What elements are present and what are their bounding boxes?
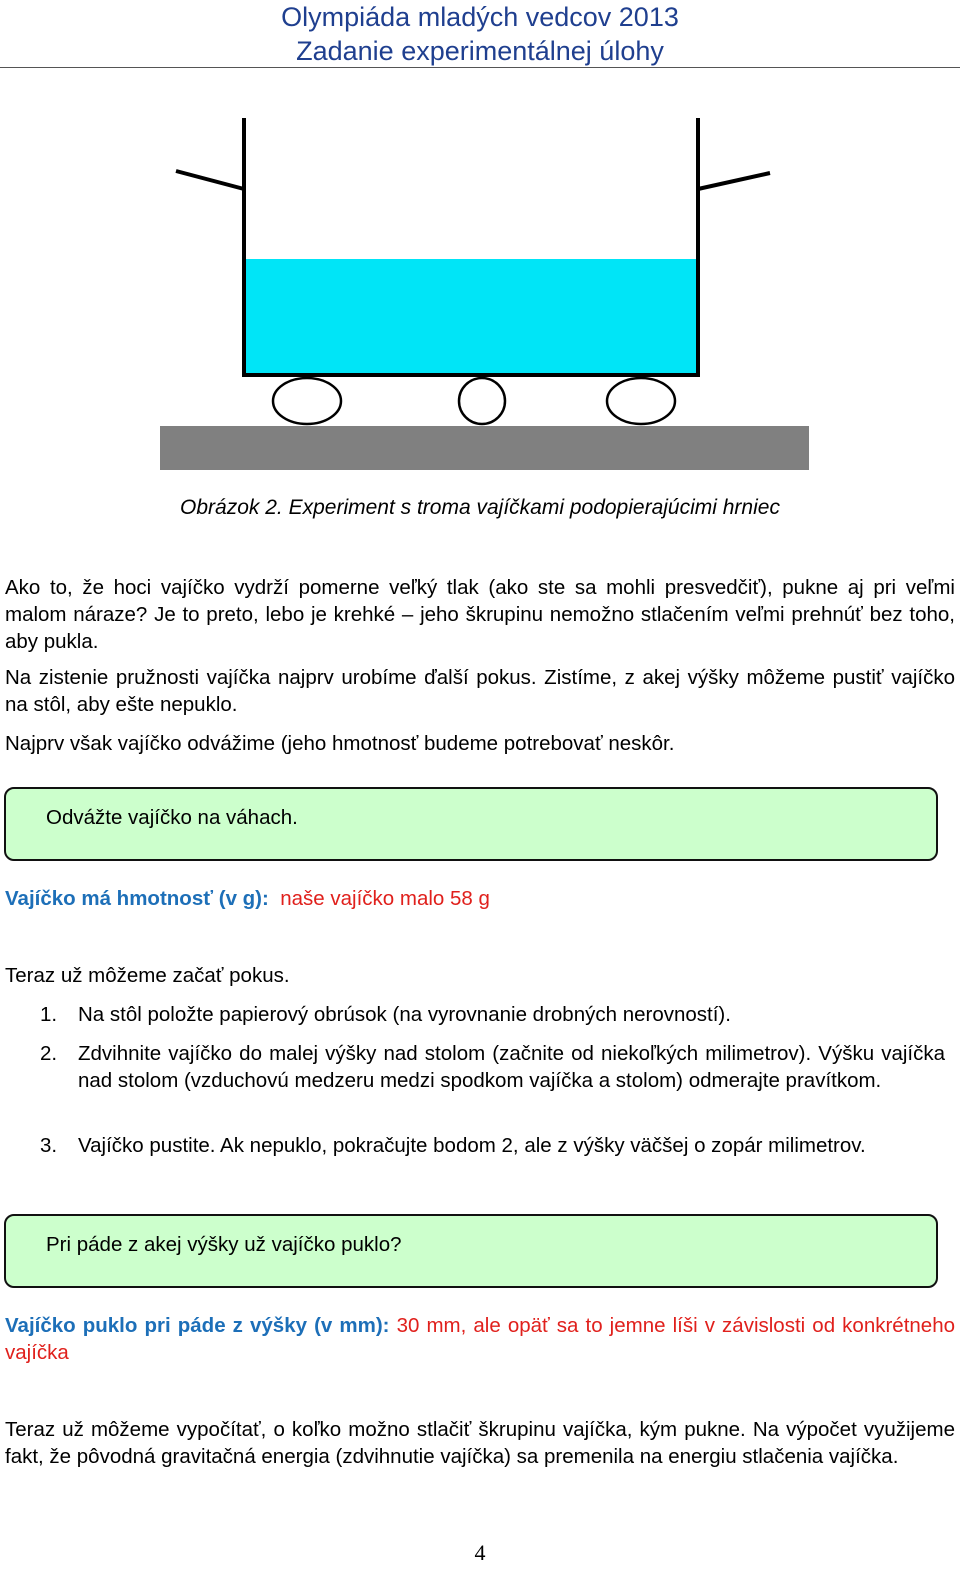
answer-drop-height-label: Vajíčko puklo pri páde z výšky (v mm):: [5, 1314, 390, 1337]
step-2: [40, 1040, 945, 1094]
pot-handle-right: [698, 173, 770, 189]
page-header: [0, 0, 960, 68]
paragraph-weigh: Najprv však vajíčko odvážime (jeho hmotnosť budeme potrebovať neskôr.: [5, 732, 675, 755]
task-box-weigh: [4, 787, 938, 861]
egg-left: [273, 378, 341, 424]
step-2-text: Zdvihnite vajíčko do malej výšky nad stolom (začnite od niekoľkých milimetrov). Výšku vajíčka nad stolom (vzduchovú medzeru medzi spodkom vajíčka a stolom) odmerajte pravítkom.: [78, 1042, 945, 1092]
step-1: [40, 1001, 945, 1028]
step-3-text: Vajíčko pustite. Ak nepuklo, pokračujte bodom 2, ale z výšky väčšej o zopár milimetrov.: [78, 1134, 866, 1157]
header-title: Olympiáda mladých vedcov 2013: [281, 2, 679, 32]
figure-caption: Obrázok 2. Experiment s troma vajíčkami podopierajúcimi hrniec: [180, 496, 780, 519]
paragraph-elasticity: Na zistenie pružnosti vajíčka najprv urobíme ďalší pokus. Zistíme, z akej výšky môžeme pustiť vajíčko na stôl, aby ešte nepuklo.: [5, 666, 955, 716]
task-box-drop-height: [4, 1214, 938, 1288]
pot-handle-left: [176, 171, 244, 189]
step-3: [40, 1132, 945, 1159]
answer-drop-height-value: 30 mm, ale opäť sa to jemne líši v závislosti od konkrétneho vajíčka: [5, 1314, 955, 1364]
step-2-number: 2.: [40, 1042, 58, 1065]
answer-mass-value: naše vajíčko malo 58 g: [280, 887, 490, 910]
answer-drop-height: [5, 1312, 955, 1366]
header-divider: [0, 67, 960, 68]
step-3-number: 3.: [40, 1134, 58, 1157]
step-1-text: Na stôl položte papierový obrúsok (na vyrovnanie drobných nerovností).: [78, 1003, 731, 1026]
answer-mass: [5, 885, 955, 912]
answer-mass-label: Vajíčko má hmotnosť (v g):: [5, 887, 269, 910]
paragraph-calculation: Teraz už môžeme vypočítať, o koľko možno stlačiť škrupinu vajíčka, kým pukne. Na výpočet využijeme fakt, že pôvodná gravitačná energia (zdvihnutie vajíčka) sa premenila na energiu stlačenia vajíčka.: [5, 1418, 955, 1468]
task-box-drop-height-text: Pri páde z akej výšky už vajíčko puklo?: [46, 1233, 402, 1256]
table-surface: [160, 426, 809, 470]
header-subtitle: Zadanie experimentálnej úlohy: [296, 36, 664, 66]
step-1-number: 1.: [40, 1003, 58, 1026]
egg-middle: [459, 378, 505, 424]
paragraph-start: Teraz už môžeme začať pokus.: [5, 964, 290, 987]
task-box-weigh-text: Odvážte vajíčko na váhach.: [46, 806, 298, 829]
pot-on-eggs-illustration: [0, 110, 960, 480]
paragraph-intro: Ako to, že hoci vajíčko vydrží pomerne veľký tlak (ako ste sa mohli presvedčiť), pukne aj pri veľmi malom náraze? Je to preto, lebo je krehké – jeho škrupinu nemožno stlačením veľmi prehnúť bez toho, aby pukla.: [5, 576, 955, 653]
page-number: 4: [474, 1540, 486, 1565]
egg-right: [607, 378, 675, 424]
pot-water: [246, 259, 698, 374]
